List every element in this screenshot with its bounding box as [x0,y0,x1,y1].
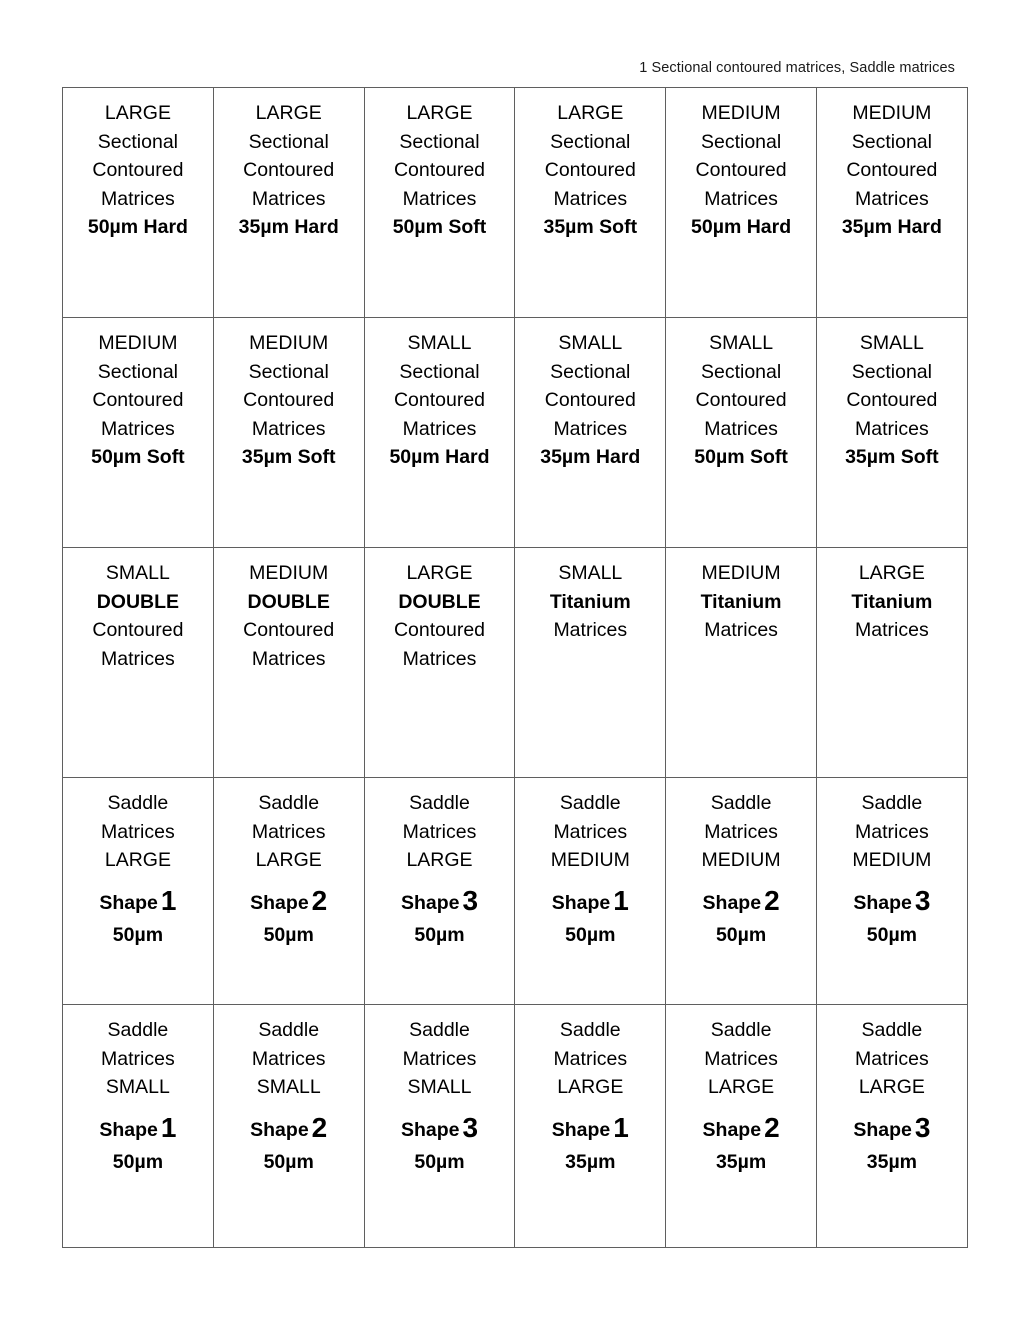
label-cell[interactable] [666,778,817,1005]
shape-number: 3 [914,884,931,916]
cell-line: Contoured [393,619,486,642]
label-cell[interactable] [364,548,515,778]
label-cell[interactable] [213,548,364,778]
shape-label: Shape [400,891,460,914]
cell-line: Matrices [704,1047,778,1070]
cell-spec-line: 50µm Hard [389,446,490,469]
cell-content [365,778,515,956]
thickness-line: 50µm [112,1151,164,1174]
cell-line: Sectional [700,130,782,153]
cell-content [365,1005,515,1183]
cell-line: Matrices [251,647,326,670]
cell-line: Saddle [409,1019,470,1041]
cell-content [63,318,213,478]
label-cell[interactable] [63,548,214,778]
cell-spec-line: 35µm Hard [238,216,339,239]
cell-line: LARGE [557,102,624,124]
cell-emphasis-line: Titanium [851,590,933,613]
cell-line: Matrices [855,619,929,642]
label-cell[interactable] [515,778,666,1005]
shape-label: Shape [250,891,309,914]
cell-line: Sectional [851,130,932,153]
cell-line: Matrices [402,820,477,843]
cell-emphasis-line: Titanium [700,590,782,613]
cell-line: Saddle [409,792,470,814]
cell-line: Saddle [710,1019,772,1041]
label-cell[interactable] [213,778,364,1005]
cell-content [515,778,665,956]
cell-line: Matrices [704,187,778,210]
cell-content [214,548,364,679]
cell-line: Saddle [107,792,169,814]
shape-number: 3 [462,884,479,916]
cell-line: Matrices [553,187,628,210]
cell-size-line: LARGE [406,562,473,584]
shape-number: 2 [311,1111,328,1143]
cell-line: MEDIUM [98,332,178,354]
table-row [63,318,968,548]
cell-size-line: SMALL [558,562,623,584]
cell-line: Saddle [861,1019,923,1041]
cell-spec-line: 35µm Soft [543,216,638,239]
cell-line: SMALL [407,332,472,354]
label-cell[interactable] [515,318,666,548]
cell-line: LARGE [406,102,473,124]
shape-line [670,884,812,918]
thickness-line: 50µm [263,924,314,947]
label-cell[interactable] [364,1005,515,1248]
cell-line: Saddle [861,792,923,814]
cell-line: Matrices [101,187,175,210]
cell-line: Contoured [846,389,938,412]
cell-content [817,88,967,248]
shape-number: 1 [613,1111,629,1143]
shape-line [821,884,963,918]
cell-line: Sectional [399,130,480,153]
cell-line: Matrices [704,619,778,642]
cell-line: Matrices [402,417,477,440]
thickness-line: 50µm [715,924,767,947]
cell-line: LARGE [255,102,322,124]
shape-line [67,1111,209,1145]
cell-line: Sectional [97,360,178,383]
cell-size-line: MEDIUM [852,849,932,872]
table-body [63,88,968,1248]
cell-line: Matrices [553,820,628,843]
shape-label: Shape [99,1118,158,1141]
shape-number: 3 [462,1111,479,1143]
cell-line: Contoured [393,159,486,182]
shape-label: Shape [400,1118,460,1141]
cell-line: LARGE [104,102,171,124]
thickness-line: 35µm [715,1151,767,1174]
label-cell[interactable] [666,88,817,318]
shape-number: 2 [311,884,328,916]
cell-spec-line: 35µm Soft [845,446,939,469]
thickness-line: 50µm [263,1151,314,1174]
shape-label: Shape [99,891,158,914]
cell-content [666,88,816,248]
cell-content [365,318,515,478]
cell-content [817,318,967,478]
thickness-line: 50µm [414,1151,465,1174]
label-cell[interactable] [63,88,214,318]
label-cell[interactable] [213,1005,364,1248]
cell-size-line: SMALL [105,1076,170,1099]
cell-line: Matrices [553,619,628,642]
cell-line: Matrices [251,417,326,440]
cell-line: Contoured [92,619,184,642]
cell-line: SMALL [859,332,924,354]
shape-line [519,884,661,918]
thickness-line: 35µm [565,1151,616,1174]
cell-line: Matrices [402,187,477,210]
label-cell[interactable] [515,548,666,778]
cell-size-line: LARGE [406,849,473,872]
cell-content [817,548,967,651]
cell-line: SMALL [558,332,623,354]
cell-line: Matrices [402,647,477,670]
shape-number: 2 [764,1111,780,1143]
cell-content [666,548,816,651]
shape-label: Shape [551,1118,611,1141]
table-row [63,778,968,1005]
cell-line: Matrices [251,1047,326,1070]
cell-content [666,1005,816,1183]
thickness-line: 50µm [565,924,616,947]
cell-line: Matrices [855,820,929,843]
cell-size-line: LARGE [858,562,925,584]
cell-line: Sectional [550,360,631,383]
cell-spec-line: 50µm Soft [392,216,487,239]
label-cell[interactable] [213,88,364,318]
cell-line: Matrices [101,417,175,440]
cell-spec-line: 35µm Hard [540,446,641,469]
shape-label: Shape [250,1118,309,1141]
cell-line: Contoured [695,389,787,412]
cell-line: Sectional [851,360,932,383]
shape-line [369,1111,511,1145]
cell-spec-line: 35µm Hard [841,216,942,239]
label-cell[interactable] [515,88,666,318]
cell-spec-line: 35µm Soft [241,446,336,469]
label-cell[interactable] [364,778,515,1005]
label-cell[interactable] [816,318,967,548]
cell-content [214,778,364,956]
shape-label: Shape [853,891,912,914]
cell-line: Saddle [258,1019,320,1041]
thickness-line: 50µm [112,924,164,947]
shape-label: Shape [702,1118,762,1141]
shape-line [369,884,511,918]
cell-line: Matrices [855,1047,929,1070]
thickness-line: 50µm [866,924,918,947]
cell-emphasis-line: DOUBLE [96,590,180,613]
cell-content [365,88,515,248]
cell-line: MEDIUM [852,102,932,124]
cell-line: Matrices [855,187,929,210]
cell-line: Saddle [107,1019,169,1041]
cell-content [817,778,967,956]
cell-size-line: LARGE [708,1076,775,1099]
cell-size-line: LARGE [557,1076,624,1099]
page-header: 1 Sectional contoured matrices, Saddle matrices [639,60,955,76]
label-cell[interactable] [63,778,214,1005]
cell-line: Saddle [710,792,772,814]
cell-emphasis-line: Titanium [549,590,631,613]
cell-line: Contoured [846,159,938,182]
cell-content [666,778,816,956]
label-cell[interactable] [364,318,515,548]
label-cell[interactable] [816,778,967,1005]
cell-content [365,548,515,679]
shape-line [519,1111,661,1145]
shape-line [218,1111,360,1145]
cell-line: Contoured [393,389,486,412]
cell-content [63,548,213,679]
thickness-line: 35µm [866,1151,918,1174]
cell-line: Contoured [243,159,335,182]
cell-line: Contoured [243,389,335,412]
cell-size-line: MEDIUM [701,849,781,872]
cell-line: Matrices [553,417,628,440]
shape-number: 2 [764,884,780,916]
table-row [63,548,968,778]
cell-line: Matrices [101,820,175,843]
cell-size-line: MEDIUM [701,562,781,584]
label-cell[interactable] [666,1005,817,1248]
cell-content [214,1005,364,1183]
cell-size-line: SMALL [105,562,170,584]
cell-content [214,88,364,248]
cell-content [63,1005,213,1183]
shape-number: 1 [160,1111,177,1143]
cell-line: Sectional [248,130,329,153]
cell-content [666,318,816,478]
cell-size-line: SMALL [407,1076,472,1099]
table-row [63,1005,968,1248]
label-cell[interactable] [364,88,515,318]
cell-line: Sectional [550,130,631,153]
cell-line: Contoured [92,389,184,412]
cell-emphasis-line: DOUBLE [398,590,481,613]
cell-line: Contoured [544,159,636,182]
cell-content [515,1005,665,1183]
cell-line: Contoured [243,619,335,642]
cell-line: Matrices [402,1047,477,1070]
cell-content [817,1005,967,1183]
label-cell[interactable] [63,1005,214,1248]
cell-content [63,88,213,248]
shape-line [670,1111,812,1145]
cell-content [515,88,665,248]
label-cell[interactable] [816,548,967,778]
label-cell[interactable] [816,1005,967,1248]
cell-line: Matrices [101,1047,175,1070]
cell-line: Matrices [101,647,175,670]
cell-line: Sectional [700,360,782,383]
shape-line [218,884,360,918]
cell-line: MEDIUM [701,102,781,124]
cell-line: Matrices [251,820,326,843]
cell-content [515,548,665,651]
label-cell[interactable] [63,318,214,548]
shape-label: Shape [551,891,611,914]
matrices-label-table [62,87,968,1248]
label-cell[interactable] [666,318,817,548]
cell-line: Saddle [258,792,320,814]
shape-label: Shape [702,891,762,914]
cell-line: Matrices [704,417,778,440]
table-row [63,88,968,318]
shape-line [821,1111,963,1145]
cell-emphasis-line: DOUBLE [247,590,330,613]
cell-line: Saddle [559,792,621,814]
shape-label: Shape [853,1118,912,1141]
label-cell[interactable] [213,318,364,548]
shape-line [67,884,209,918]
label-cell[interactable] [515,1005,666,1248]
cell-line: Sectional [399,360,480,383]
cell-line: Saddle [559,1019,621,1041]
shape-number: 3 [914,1111,931,1143]
cell-line: Contoured [695,159,787,182]
cell-line: SMALL [709,332,774,354]
cell-spec-line: 50µm Hard [87,216,188,239]
cell-spec-line: 50µm Hard [691,216,792,239]
cell-size-line: LARGE [255,849,322,872]
cell-spec-line: 50µm Soft [91,446,185,469]
shape-number: 1 [160,884,177,916]
cell-content [214,318,364,478]
cell-line: Matrices [704,820,778,843]
cell-line: Sectional [248,360,329,383]
thickness-line: 50µm [414,924,465,947]
cell-line: Matrices [855,417,929,440]
cell-size-line: MEDIUM [550,849,630,872]
label-cell[interactable] [666,548,817,778]
cell-content [515,318,665,478]
cell-content [63,778,213,956]
cell-size-line: LARGE [858,1076,925,1099]
cell-size-line: SMALL [256,1076,321,1099]
cell-line: Matrices [553,1047,628,1070]
cell-size-line: LARGE [104,849,171,872]
cell-spec-line: 50µm Soft [694,446,788,469]
shape-number: 1 [613,884,629,916]
cell-line: Matrices [251,187,326,210]
cell-line: Contoured [544,389,636,412]
label-cell[interactable] [816,88,967,318]
cell-line: Contoured [92,159,184,182]
cell-size-line: MEDIUM [249,562,329,584]
cell-line: MEDIUM [249,332,329,354]
cell-line: Sectional [97,130,178,153]
